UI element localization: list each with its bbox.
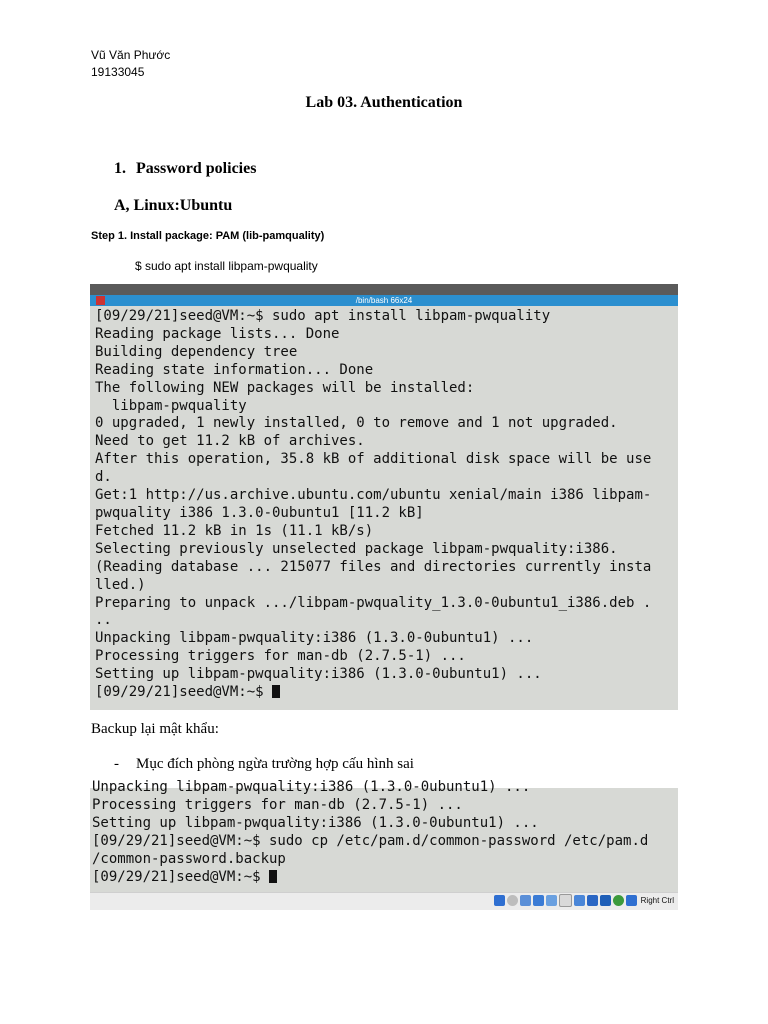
terminal-line: Selecting previously unselected package libpam-pwquality:i386. — [95, 540, 618, 557]
terminal-titlebar — [90, 295, 678, 306]
terminal-line: Setting up libpam-pwquality:i386 (1.3.0-0ubuntu1) ... — [92, 814, 539, 831]
terminal-line: pwquality i386 1.3.0-0ubuntu1 [11.2 kB] — [95, 504, 424, 521]
command-text: $ sudo apt install libpam-pwquality — [135, 259, 318, 273]
section-number: 1. — [114, 160, 126, 177]
terminal-line: libpam-pwquality — [95, 397, 247, 414]
cursor-block — [269, 870, 277, 883]
prompt-text: [09/29/21]seed@VM:~$ — [95, 684, 273, 701]
usb-icon — [520, 895, 531, 906]
terminal-screenshot-backup — [90, 779, 678, 892]
step-heading: Step 1. Install package: PAM (lib-pamquality) — [91, 230, 325, 242]
terminal-line: Reading package lists... Done — [95, 325, 340, 342]
disk-icon — [494, 895, 505, 906]
bullet-marker: - — [114, 756, 119, 772]
monitor-icon — [587, 895, 598, 906]
author-name: Vũ Văn Phước — [91, 48, 171, 62]
host-key-label: Right Ctrl — [640, 896, 674, 905]
vm-statusbar — [90, 892, 678, 910]
terminal-screenshot-install — [90, 284, 678, 710]
terminal-output — [90, 306, 678, 704]
statusbar-icons — [494, 894, 674, 907]
terminal-line: lled.) — [95, 576, 146, 593]
terminal-line: Need to get 11.2 kB of archives. — [95, 433, 365, 450]
cd-icon — [507, 895, 518, 906]
terminal-line: After this operation, 35.8 kB of additional disk space will be use — [95, 451, 652, 468]
pen-icon — [546, 895, 557, 906]
subsection-heading: A, Linux:Ubuntu — [114, 197, 233, 214]
display-icon — [559, 894, 572, 907]
backup-paragraph: Backup lại mật khẩu: — [91, 721, 219, 737]
terminal-prompt — [92, 869, 676, 887]
terminal-line: /common-password.backup — [92, 850, 286, 867]
terminal-line: Processing triggers for man-db (2.7.5-1) ... — [92, 796, 463, 813]
terminal-prompt — [95, 684, 673, 702]
terminal-line: 0 upgraded, 1 newly installed, 0 to remove and 1 not upgraded. — [95, 415, 618, 432]
prompt-text: [09/29/21]seed@VM:~$ — [92, 868, 270, 885]
terminal-line: Unpacking libpam-pwquality:i386 (1.3.0-0ubuntu1) ... — [92, 779, 531, 795]
terminal-line: Processing triggers for man-db (2.7.5-1) ... — [95, 648, 466, 665]
shared-folder-icon — [574, 895, 585, 906]
terminal-line: Building dependency tree — [95, 343, 298, 360]
terminal-line: .. — [95, 612, 112, 629]
recording-icon — [600, 895, 611, 906]
terminal-line: d. — [95, 469, 112, 486]
bullet-text: Mục đích phòng ngừa trường hợp cấu hình sai — [136, 756, 414, 772]
arrow-down-icon — [626, 895, 637, 906]
cpu-icon — [613, 895, 624, 906]
terminal-line: The following NEW packages will be installed: — [95, 379, 475, 396]
terminal-line: Unpacking libpam-pwquality:i386 (1.3.0-0ubuntu1) ... — [95, 630, 534, 647]
section-label: Password policies — [136, 160, 257, 177]
cursor-block — [272, 685, 280, 698]
section-heading — [114, 160, 256, 178]
window-frame-top — [90, 284, 678, 295]
terminal-line: [09/29/21]seed@VM:~$ sudo apt install libpam-pwquality — [95, 308, 551, 324]
terminal-title: /bin/bash 66x24 — [355, 296, 413, 305]
terminal-line: Fetched 11.2 kB in 1s (11.1 kB/s) — [95, 522, 374, 539]
network-icon — [533, 895, 544, 906]
terminal-line: Setting up libpam-pwquality:i386 (1.3.0-0ubuntu1) ... — [95, 666, 542, 683]
page-title: Lab 03. Authentication — [305, 94, 463, 111]
bullet-item — [114, 756, 414, 773]
terminal-line: Preparing to unpack .../libpam-pwquality_1.3.0-0ubuntu1_i386.deb . — [95, 594, 652, 611]
terminal-output — [90, 779, 678, 886]
student-id: 19133045 — [91, 65, 145, 79]
terminal-line: (Reading database ... 215077 files and directories currently insta — [95, 558, 652, 575]
terminal-line: Reading state information... Done — [95, 361, 374, 378]
author-block — [91, 47, 170, 81]
terminal-line: Get:1 http://us.archive.ubuntu.com/ubuntu xenial/main i386 libpam- — [95, 487, 652, 504]
terminal-line: [09/29/21]seed@VM:~$ sudo cp /etc/pam.d/common-password /etc/pam.d — [92, 832, 649, 849]
